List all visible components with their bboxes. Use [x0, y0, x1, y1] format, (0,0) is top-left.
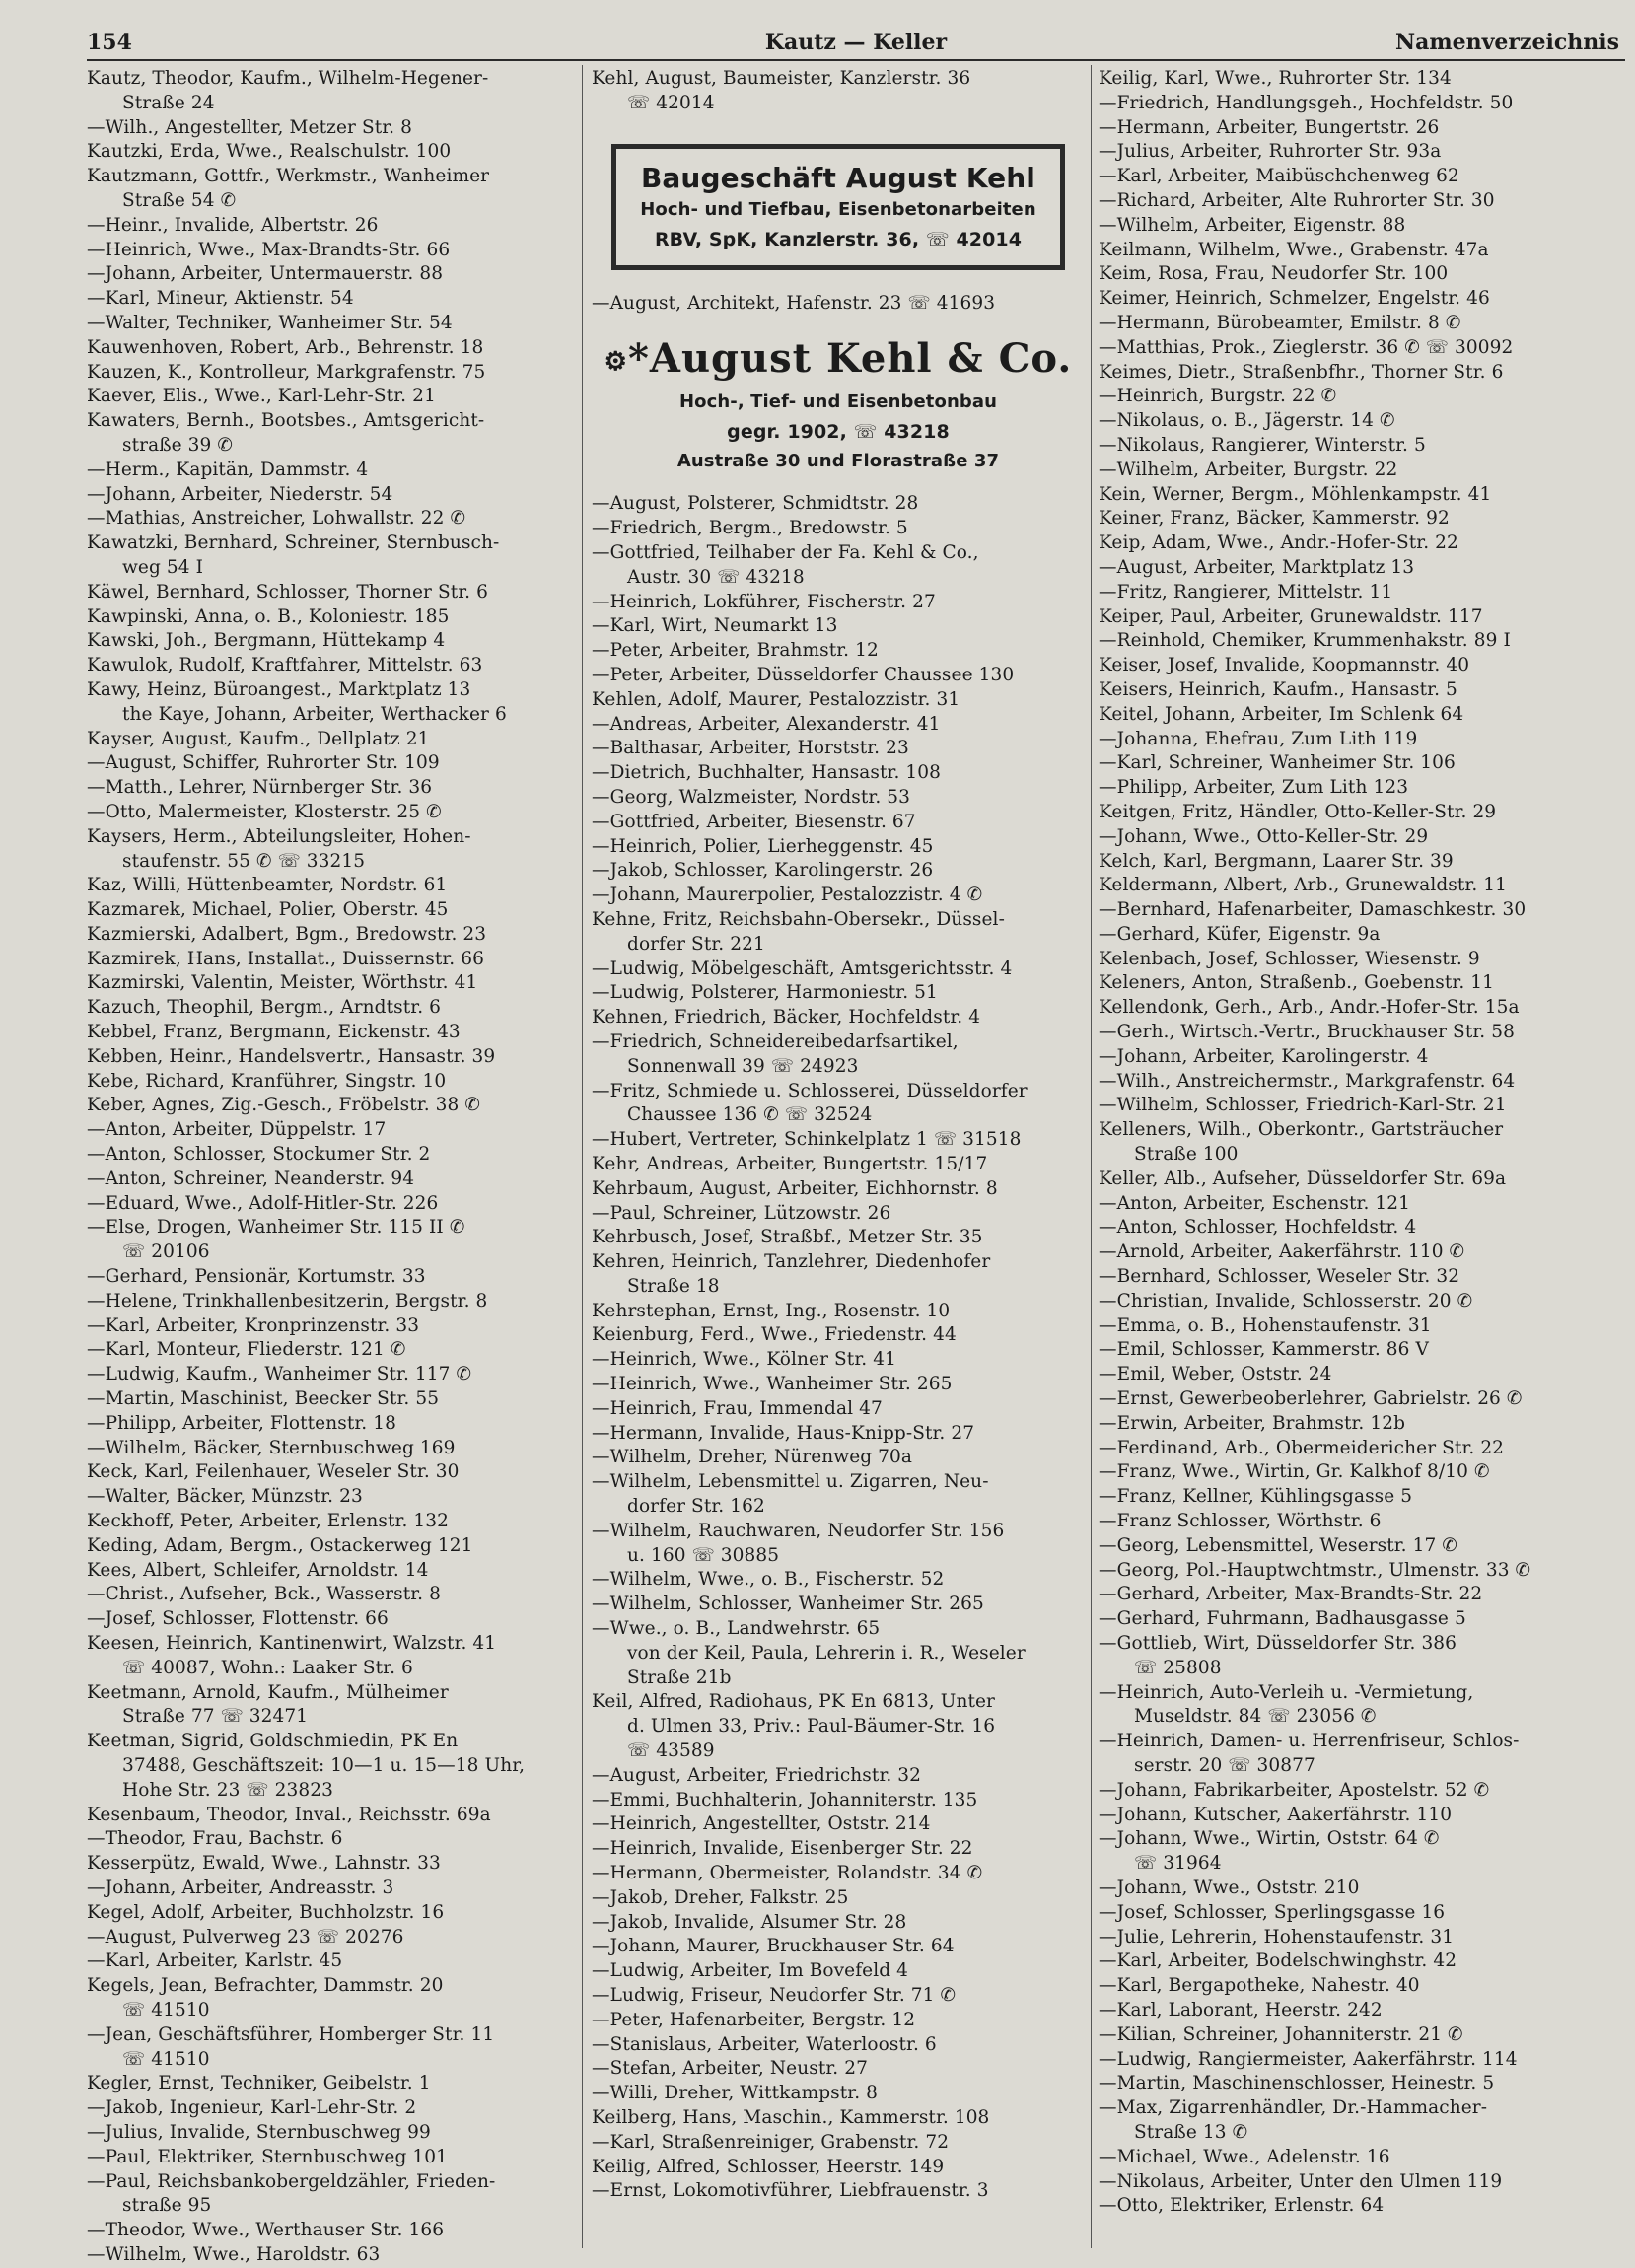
directory-entry-line: Kebbel, Franz, Bergmann, Eickenstr. 43 [87, 1022, 461, 1043]
directory-entry-line: 37488, Geschäftszeit: 10—1 u. 15—18 Uhr, [122, 1754, 526, 1776]
directory-entry-line: Kegler, Ernst, Techniker, Geibelstr. 1 [87, 2073, 431, 2094]
directory-entry-line: Kazmarek, Michael, Polier, Oberstr. 45 [87, 899, 449, 921]
directory-entry-line: —Eduard, Wwe., Adolf-Hitler-Str. 226 [87, 1192, 439, 1214]
directory-entry-line: —Julius, Arbeiter, Ruhrorter Str. 93a [1099, 141, 1442, 163]
directory-entry-line: —Erwin, Arbeiter, Brahmstr. 12b [1099, 1412, 1406, 1434]
directory-entry-line: —Mathias, Anstreicher, Lohwallstr. 22 ✆ [87, 508, 466, 530]
directory-entry-line: —Dietrich, Buchhalter, Hansastr. 108 [592, 762, 942, 784]
column-middle [592, 67, 1085, 2246]
directory-entry-line: staufenstr. 55 ✆ ☏ 33215 [122, 850, 366, 872]
directory-entry-line: —Julie, Lehrerin, Hohenstaufenstr. 31 [1099, 1926, 1455, 1948]
directory-entry-line: —Wilhelm, Wwe., o. B., Fischerstr. 52 [592, 1569, 945, 1591]
directory-entry-line: Straße 54 ✆ [122, 189, 237, 211]
directory-entry-line: von der Keil, Paula, Lehrerin i. R., Weseler [627, 1642, 1026, 1664]
directory-entry-line: —Johanna, Ehefrau, Zum Lith 119 [1099, 728, 1418, 749]
directory-entry-line: —Otto, Elektriker, Erlenstr. 64 [1099, 2195, 1385, 2217]
directory-entry-line: Hohe Str. 23 ☏ 23823 [122, 1779, 333, 1801]
directory-entry-line: —Christ., Aufseher, Bck., Wasserstr. 8 [87, 1584, 441, 1605]
directory-entry-line: —Jakob, Schlosser, Karolingerstr. 26 [592, 860, 934, 882]
directory-entry-line: Keding, Adam, Bergm., Ostackerweg 121 [87, 1534, 473, 1556]
directory-entry-line: —Michael, Wwe., Adelenstr. 16 [1099, 2146, 1390, 2167]
directory-entry-line: the Kaye, Johann, Arbeiter, Werthacker 6 [122, 703, 507, 725]
directory-entry-line: —Johann, Arbeiter, Untermauerstr. 88 [87, 263, 444, 285]
directory-entry-line: —Wilhelm, Bäcker, Sternbuschweg 169 [87, 1437, 456, 1458]
ad-line: RBV, SpK, Kanzlerstr. 36, ☏ 42014 [654, 228, 1023, 250]
directory-entry-line: serstr. 20 ☏ 30877 [1134, 1754, 1315, 1776]
directory-entry-line: —Christian, Invalide, Schlosserstr. 20 ✆ [1099, 1290, 1473, 1311]
directory-entry-line: Museldstr. 84 ☏ 23056 ✆ [1134, 1706, 1377, 1728]
directory-entry-line: —Johann, Fabrikarbeiter, Apostelstr. 52 ✆ [1099, 1779, 1490, 1801]
directory-entry-line: Straße 24 [122, 92, 215, 113]
directory-entry-line: Kaever, Elis., Wwe., Karl-Lehr-Str. 21 [87, 386, 436, 407]
directory-entry-line: —Emil, Schlosser, Kammerstr. 86 V [1099, 1339, 1429, 1361]
directory-entry-line: —Julius, Invalide, Sternbuschweg 99 [87, 2121, 431, 2143]
directory-entry-line: Keller, Alb., Aufseher, Düsseldorfer Str. 69a [1099, 1168, 1507, 1189]
directory-entry-line: ☏ 42014 [627, 92, 715, 113]
directory-entry-line: Straße 21b [627, 1666, 732, 1688]
directory-entry-line: —Richard, Arbeiter, Alte Ruhrorter Str. 30 [1099, 189, 1495, 211]
advertisement-kehl-baugeschaeft [611, 144, 1065, 270]
directory-entry-line: ☏ 40087, Wohn.: Laaker Str. 6 [122, 1657, 413, 1678]
directory-entry-line: —August, Arbeiter, Marktplatz 13 [1099, 556, 1415, 578]
directory-entry-line: —Heinrich, Wwe., Wanheimer Str. 265 [592, 1374, 953, 1395]
directory-entry-line: —Karl, Arbeiter, Bodelschwinghstr. 42 [1099, 1950, 1457, 1972]
directory-entry-line: —Ludwig, Kaufm., Wanheimer Str. 117 ✆ [87, 1364, 472, 1385]
directory-entry-line: —Karl, Mineur, Aktienstr. 54 [87, 288, 354, 310]
directory-entry-line: ☏ 20106 [122, 1241, 210, 1263]
directory-entry-line: Kayser, August, Kaufm., Dellplatz 21 [87, 728, 430, 749]
directory-entry-line: Kauzen, K., Kontrolleur, Markgrafenstr. 75 [87, 361, 486, 383]
directory-entry-line: —Philipp, Arbeiter, Zum Lith 123 [1099, 777, 1409, 799]
page-range-title: Kautz — Keller [764, 30, 948, 55]
directory-entry-line: —Paul, Schreiner, Lützowstr. 26 [592, 1202, 891, 1224]
directory-entry-line: ☏ 41510 [122, 2048, 210, 2070]
directory-entry-line: —Heinrich, Frau, Immendal 47 [592, 1397, 883, 1419]
directory-entry-line: —Hermann, Invalide, Haus-Knipp-Str. 27 [592, 1422, 975, 1444]
directory-entry-line: Chaussee 136 ✆ ☏ 32524 [627, 1104, 873, 1126]
directory-entry-line: —Wilhelm, Lebensmittel u. Zigarren, Neu- [592, 1471, 989, 1493]
directory-entry-line: —Fritz, Schmiede u. Schlosserei, Düsseldorfer [592, 1080, 1028, 1101]
directory-entry-line: Kehrbusch, Josef, Straßbf., Metzer Str. 35 [592, 1227, 983, 1248]
directory-entry-line: —Heinrich, Wwe., Max-Brandts-Str. 66 [87, 239, 451, 260]
directory-entry-line: —Bernhard, Hafenarbeiter, Damaschkestr. 30 [1099, 899, 1527, 921]
page-number: 154 [87, 30, 132, 55]
directory-entry-line: —Walter, Techniker, Wanheimer Str. 54 [87, 312, 453, 333]
directory-entry-line: Keip, Adam, Wwe., Andr.-Hofer-Str. 22 [1099, 532, 1458, 554]
directory-entry-line: Kawski, Joh., Bergmann, Hüttekamp 4 [87, 630, 446, 652]
directory-entry-line: —Nikolaus, o. B., Jägerstr. 14 ✆ [1099, 410, 1395, 432]
directory-entry-line: —Georg, Walzmeister, Nordstr. 53 [592, 786, 911, 808]
directory-entry-line: ☏ 41510 [122, 1999, 210, 2020]
directory-entry-line: ☏ 43589 [627, 1740, 715, 1762]
directory-entry-line: Kazmirski, Valentin, Meister, Wörthstr. 41 [87, 972, 478, 994]
directory-entry-line: Kaysers, Herm., Abteilungsleiter, Hohen- [87, 825, 471, 847]
directory-entry-line: Austr. 30 ☏ 43218 [627, 566, 805, 588]
directory-entry-line: Straße 100 [1134, 1144, 1239, 1166]
directory-entry-line: Keckhoff, Peter, Arbeiter, Erlenstr. 132 [87, 1511, 450, 1532]
directory-entry-line: —Ferdinand, Arb., Obermeidericher Str. 22 [1099, 1437, 1505, 1458]
directory-entry-line: —Andreas, Arbeiter, Alexanderstr. 41 [592, 713, 941, 735]
directory-entry-line: Kebben, Heinr., Handelsvertr., Hansastr. 39 [87, 1045, 496, 1067]
directory-entry-line: —Friedrich, Schneidereibedarfsartikel, [592, 1030, 959, 1052]
directory-entry-line: —Hermann, Bürobeamter, Emilstr. 8 ✆ [1099, 312, 1461, 333]
directory-entry-line: Keetman, Sigrid, Goldschmiedin, PK En [87, 1731, 459, 1752]
directory-entry-line: —Otto, Malermeister, Klosterstr. 25 ✆ [87, 801, 442, 822]
directory-entry-line: —Balthasar, Arbeiter, Horststr. 23 [592, 738, 909, 759]
directory-entry-line: —Karl, Bergapotheke, Nahestr. 40 [1099, 1975, 1420, 1997]
directory-entry-line: Kehlen, Adolf, Maurer, Pestalozzistr. 31 [592, 688, 960, 710]
directory-entry-line: —Kilian, Schreiner, Johanniterstr. 21 ✆ [1099, 2023, 1463, 2045]
directory-entry-line: —Heinrich, Damen- u. Herrenfriseur, Schlos- [1099, 1731, 1520, 1752]
directory-entry-line: Keilberg, Hans, Maschin., Kammerstr. 108 [592, 2106, 990, 2128]
directory-entry-line: —Wilhelm, Arbeiter, Eigenstr. 88 [1099, 214, 1406, 236]
directory-entry-line: —Wilhelm, Arbeiter, Burgstr. 22 [1099, 459, 1398, 480]
directory-entry-line: d. Ulmen 33, Priv.: Paul-Bäumer-Str. 16 [627, 1716, 996, 1737]
directory-entry-line: Keil, Alfred, Radiohaus, PK En 6813, Unter [592, 1691, 996, 1713]
directory-entry-line: —Ludwig, Arbeiter, Im Bovefeld 4 [592, 1960, 909, 1982]
column-right [1099, 67, 1621, 2246]
directory-entry-line: —Karl, Schreiner, Wanheimer Str. 106 [1099, 752, 1456, 774]
directory-entry-line: Käwel, Bernhard, Schlosser, Thorner Str. 6 [87, 581, 488, 602]
ad-line: gegr. 1902, ☏ 43218 [727, 421, 950, 444]
directory-entry-line: straße 95 [122, 2195, 212, 2217]
directory-entry-line: —Wwe., o. B., Landwehrstr. 65 [592, 1618, 881, 1640]
directory-entry-line: —Johann, Arbeiter, Karolingerstr. 4 [1099, 1045, 1429, 1067]
directory-entry-line: —Fritz, Rangierer, Mittelstr. 11 [1099, 581, 1393, 602]
directory-entry-line: —Peter, Arbeiter, Düsseldorfer Chaussee 130 [592, 664, 1015, 685]
directory-entry-line: —Johann, Maurerpolier, Pestalozzistr. 4 ✆ [592, 885, 983, 906]
directory-entry-line: —Heinr., Invalide, Albertstr. 26 [87, 214, 379, 236]
directory-entry-line: —Heinrich, Invalide, Eisenberger Str. 22 [592, 1838, 973, 1860]
directory-entry-line: Kelenbach, Josef, Schlosser, Wiesenstr. 9 [1099, 948, 1480, 969]
ad-line: Hoch- und Tiefbau, Eisenbetonarbeiten [640, 198, 1036, 220]
directory-entry-line: Keck, Karl, Feilenhauer, Weseler Str. 30 [87, 1461, 460, 1483]
directory-entry-line: Keiper, Paul, Arbeiter, Grunewaldstr. 117 [1099, 605, 1483, 627]
directory-entry-line: Keesen, Heinrich, Kantinenwirt, Walzstr. 41 [87, 1633, 497, 1654]
directory-entry-line: —Jakob, Dreher, Falkstr. 25 [592, 1886, 849, 1908]
directory-entry-line: Kehrbaum, August, Arbeiter, Eichhornstr. 8 [592, 1177, 998, 1199]
directory-entry-line: Kehnen, Friedrich, Bäcker, Hochfeldstr. 4 [592, 1007, 981, 1028]
directory-entry-line: —Max, Zigarrenhändler, Dr.-Hammacher- [1099, 2097, 1488, 2119]
directory-entry-line: —Ludwig, Friseur, Neudorfer Str. 71 ✆ [592, 1985, 957, 2006]
directory-entry-line: —Anton, Schlosser, Stockumer Str. 2 [87, 1144, 431, 1166]
directory-entry-line: —Peter, Arbeiter, Brahmstr. 12 [592, 640, 879, 662]
directory-entry-line: —Wilhelm, Schlosser, Wanheimer Str. 265 [592, 1594, 984, 1615]
directory-entry-line: weg 54 I [122, 556, 204, 578]
directory-entry-line: —Matthias, Prok., Zieglerstr. 36 ✆ ☏ 30092 [1099, 336, 1514, 358]
directory-entry-line: —Hubert, Vertreter, Schinkelplatz 1 ☏ 31518 [592, 1129, 1022, 1151]
directory-entry-line: —Heinrich, Auto-Verleih u. -Vermietung, [1099, 1681, 1474, 1703]
directory-entry-line: —Philipp, Arbeiter, Flottenstr. 18 [87, 1412, 396, 1434]
directory-entry-line: Keiser, Josef, Invalide, Koopmannstr. 40 [1099, 655, 1470, 676]
directory-entry-line: Kelleners, Wilh., Oberkontr., Gartsträucher [1099, 1119, 1504, 1141]
directory-entry-line: —Stanislaus, Arbeiter, Waterloostr. 6 [592, 2033, 937, 2055]
directory-entry-line: —Wilhelm, Rauchwaren, Neudorfer Str. 156 [592, 1520, 1005, 1541]
directory-entry-line: —Josef, Schlosser, Sperlingsgasse 16 [1099, 1901, 1446, 1923]
directory-entry-line: —Willi, Dreher, Wittkampstr. 8 [592, 2083, 879, 2104]
directory-entry-line: —Gerhard, Fuhrmann, Badhausgasse 5 [1099, 1608, 1466, 1630]
directory-entry-line: Kehne, Fritz, Reichsbahn-Obersekr., Düssel- [592, 908, 1005, 930]
directory-entry-line: Keim, Rosa, Frau, Neudorfer Str. 100 [1099, 263, 1449, 285]
directory-entry-line: Kaz, Willi, Hüttenbeamter, Nordstr. 61 [87, 875, 448, 896]
directory-entry-line: Kautzmann, Gottfr., Werkmstr., Wanheimer [87, 166, 490, 187]
directory-entry-line: —Johann, Wwe., Wirtin, Oststr. 64 ✆ [1099, 1828, 1440, 1850]
column-left [87, 67, 585, 2265]
directory-entry-line: Keisers, Heinrich, Kaufm., Hansastr. 5 [1099, 678, 1457, 700]
directory-entry-line: —Walter, Bäcker, Münzstr. 23 [87, 1486, 363, 1508]
directory-entry-line: —Wilhelm, Wwe., Haroldstr. 63 [87, 2243, 381, 2265]
directory-entry-line: Keitel, Johann, Arbeiter, Im Schlenk 64 [1099, 703, 1464, 725]
directory-entry-line: —Gerhard, Arbeiter, Max-Brandts-Str. 22 [1099, 1584, 1483, 1605]
directory-entry-line: —Franz Schlosser, Wörthstr. 6 [1099, 1511, 1382, 1532]
directory-entry-line: Keiner, Franz, Bäcker, Kammerstr. 92 [1099, 508, 1450, 530]
directory-entry-line: —August, Pulverweg 23 ☏ 20276 [87, 1926, 404, 1948]
directory-entry-line: Kautz, Theodor, Kaufm., Wilhelm-Hegener- [87, 68, 489, 89]
directory-entry-line: —Franz, Wwe., Wirtin, Gr. Kalkhof 8/10 ✆ [1099, 1461, 1490, 1483]
directory-entry-line: —Karl, Straßenreiniger, Grabenstr. 72 [592, 2131, 950, 2153]
directory-entry-line: Kehrstephan, Ernst, Ing., Rosenstr. 10 [592, 1300, 951, 1321]
directory-entry-line: straße 39 ✆ [122, 434, 234, 456]
directory-entry-line: Keimes, Dietr., Straßenbfhr., Thorner Str. 6 [1099, 361, 1504, 383]
directory-entry-line: Kehr, Andreas, Arbeiter, Bungertstr. 15/17 [592, 1153, 988, 1174]
directory-entry-line: Kelch, Karl, Bergmann, Laarer Str. 39 [1099, 850, 1454, 872]
directory-entry-line: —Karl, Laborant, Heerstr. 242 [1099, 1999, 1383, 2020]
directory-entry-line: —Wilhelm, Schlosser, Friedrich-Karl-Str. 21 [1099, 1095, 1507, 1116]
directory-entry-line: Keienburg, Ferd., Wwe., Friedenstr. 44 [592, 1324, 957, 1346]
directory-entry-line: —Bernhard, Schlosser, Weseler Str. 32 [1099, 1266, 1460, 1288]
directory-entry-line: Straße 18 [627, 1275, 720, 1297]
directory-entry-line: Kebe, Richard, Kranführer, Singstr. 10 [87, 1070, 447, 1092]
directory-entry-line: —Gottfried, Teilhaber der Fa. Kehl & Co., [592, 541, 979, 563]
directory-entry-line: —August, Schiffer, Ruhrorter Str. 109 [87, 752, 440, 774]
directory-entry-line: —Anton, Schlosser, Hochfeldstr. 4 [1099, 1217, 1417, 1239]
directory-entry-line: —Theodor, Wwe., Werthauser Str. 166 [87, 2220, 445, 2241]
directory-entry-line: —Reinhold, Chemiker, Krummenhakstr. 89 I [1099, 630, 1511, 652]
directory-entry-line: —Ludwig, Möbelgeschäft, Amtsgerichtsstr. 4 [592, 957, 1013, 979]
directory-entry-line: —Stefan, Arbeiter, Neustr. 27 [592, 2058, 868, 2080]
directory-entry-line: Kazmierski, Adalbert, Bgm., Bredowstr. 23 [87, 923, 487, 945]
directory-entry-line: ☏ 25808 [1134, 1657, 1222, 1678]
ad-title: *August Kehl & Co. [627, 335, 1073, 383]
directory-entry-line: —Karl, Monteur, Fliederstr. 121 ✆ [87, 1339, 406, 1361]
directory-entry-line: —August, Polsterer, Schmidtstr. 28 [592, 493, 919, 515]
ad-title: Baugeschäft August Kehl [640, 161, 1035, 194]
directory-entry-line: Keetmann, Arnold, Kaufm., Mülheimer [87, 1681, 449, 1703]
directory-entry-line: —Ernst, Gewerbeoberlehrer, Gabrielstr. 26 ✆ [1099, 1388, 1523, 1410]
directory-entry-line: —Anton, Schreiner, Neanderstr. 94 [87, 1168, 415, 1189]
directory-entry-line: Straße 77 ☏ 32471 [122, 1706, 309, 1728]
page-header [87, 26, 1625, 61]
column-divider [1091, 65, 1092, 2248]
directory-entry-line: —Georg, Lebensmittel, Weserstr. 17 ✆ [1099, 1534, 1457, 1556]
directory-entry-line: —Arnold, Arbeiter, Aakerfährstr. 110 ✆ [1099, 1241, 1465, 1263]
directory-entry-line: —Friedrich, Bergm., Bredowstr. 5 [592, 518, 908, 539]
directory-entry-line: —Helene, Trinkhallenbesitzerin, Bergstr. 8 [87, 1290, 488, 1311]
directory-entry-line: —Georg, Pol.-Hauptwchtmstr., Ulmenstr. 33 ✆ [1099, 1559, 1531, 1581]
ad-line: Hoch-, Tief- und Eisenbetonbau [678, 391, 998, 413]
directory-entry-line: —Gerhard, Küfer, Eigenstr. 9a [1099, 923, 1381, 945]
directory-entry-line: —Johann, Arbeiter, Niederstr. 54 [87, 483, 393, 505]
directory-entry-line: —Gottfried, Arbeiter, Biesenstr. 67 [592, 811, 916, 832]
directory-entry-line: —Karl, Arbeiter, Maibüschchenweg 62 [1099, 166, 1459, 187]
directory-entry-line: —Ludwig, Rangiermeister, Aakerfährstr. 114 [1099, 2048, 1518, 2070]
directory-entry-line: —Karl, Arbeiter, Kronprinzenstr. 33 [87, 1314, 420, 1336]
directory-entry-line: —Nikolaus, Rangierer, Winterstr. 5 [1099, 434, 1426, 456]
directory-entry-line: Kawy, Heinz, Büroangest., Marktplatz 13 [87, 678, 471, 700]
directory-entry-line: Kawaters, Bernh., Bootsbes., Amtsgericht- [87, 410, 485, 432]
column-middle-bottom [592, 492, 1085, 2204]
directory-entry-line: —Karl, Arbeiter, Karlstr. 45 [87, 1950, 343, 1972]
directory-entry-line: Sonnenwall 39 ☏ 24923 [627, 1055, 859, 1077]
directory-entry-line: Keldermann, Albert, Arb., Grunewaldstr. 11 [1099, 875, 1508, 896]
directory-entry-line: —Jakob, Ingenieur, Karl-Lehr-Str. 2 [87, 2097, 417, 2119]
directory-entry-line: —Wilhelm, Dreher, Nürenweg 70a [592, 1447, 913, 1468]
directory-entry-line: —August, Arbeiter, Friedrichstr. 32 [592, 1764, 922, 1786]
directory-entry-line: —Hermann, Obermeister, Rolandstr. 34 ✆ [592, 1863, 983, 1884]
directory-entry-line: Kesenbaum, Theodor, Inval., Reichsstr. 69a [87, 1804, 491, 1825]
directory-entry-line: —Paul, Elektriker, Sternbuschweg 101 [87, 2146, 449, 2167]
section-title: Namenverzeichnis [1395, 30, 1619, 55]
directory-entry-line: Kazmirek, Hans, Installat., Duissernstr. 66 [87, 948, 484, 969]
directory-entry-line: dorfer Str. 162 [627, 1496, 765, 1518]
directory-entry-line: Kautzki, Erda, Wwe., Realschulstr. 100 [87, 141, 452, 163]
directory-entry-line: —Heinrich, Polier, Lierheggenstr. 45 [592, 835, 934, 857]
directory-entry-line: —Wilh., Anstreichermstr., Markgrafenstr. 64 [1099, 1070, 1516, 1092]
directory-entry-line: —Herm., Kapitän, Dammstr. 4 [87, 459, 369, 480]
directory-entry-line: —Friedrich, Handlungsgeh., Hochfeldstr. 50 [1099, 92, 1514, 113]
directory-entry-line: —Matth., Lehrer, Nürnberger Str. 36 [87, 777, 433, 799]
directory-entry-line: —Johann, Arbeiter, Andreasstr. 3 [87, 1877, 394, 1898]
directory-entry-line: —Franz, Kellner, Kühlingsgasse 5 [1099, 1486, 1413, 1508]
directory-entry-line: —Peter, Hafenarbeiter, Bergstr. 12 [592, 2009, 916, 2030]
directory-entry-line: —Johann, Wwe., Otto-Keller-Str. 29 [1099, 825, 1429, 847]
directory-entry-line: —Ludwig, Polsterer, Harmoniestr. 51 [592, 982, 938, 1004]
directory-entry-line: Kees, Albert, Schleifer, Arnoldstr. 14 [87, 1559, 429, 1581]
directory-entry-line: —Anton, Arbeiter, Düppelstr. 17 [87, 1119, 387, 1141]
gear-logo-icon: ⚙ [604, 347, 628, 378]
directory-entry-line: Kehren, Heinrich, Tanzlehrer, Diedenhofer [592, 1251, 991, 1273]
directory-entry-line: Keilig, Alfred, Schlosser, Heerstr. 149 [592, 2156, 945, 2177]
directory-entry-line: —Wilh., Angestellter, Metzer Str. 8 [87, 116, 413, 138]
directory-entry-line: —Hermann, Arbeiter, Bungertstr. 26 [1099, 116, 1440, 138]
directory-entry-line: —Gottlieb, Wirt, Düsseldorfer Str. 386 [1099, 1633, 1457, 1654]
directory-entry-line: Kauwenhoven, Robert, Arb., Behrenstr. 18 [87, 336, 484, 358]
directory-entry-line: —Theodor, Frau, Bachstr. 6 [87, 1828, 343, 1850]
directory-entry-line: ☏ 31964 [1134, 1853, 1222, 1875]
directory-entry-line: —Heinrich, Lokführer, Fischerstr. 27 [592, 591, 936, 612]
column-middle-top [592, 67, 1085, 116]
directory-entry-line: —Heinrich, Wwe., Kölner Str. 41 [592, 1349, 896, 1371]
directory-entry-line: —Karl, Wirt, Neumarkt 13 [592, 615, 838, 637]
directory-entry-line: —Jean, Geschäftsführer, Homberger Str. 11 [87, 2023, 495, 2045]
directory-entry-line: —Jakob, Invalide, Alsumer Str. 28 [592, 1911, 907, 1933]
directory-entry-line: Keleners, Anton, Straßenb., Goebenstr. 11 [1099, 972, 1495, 994]
directory-entry-line: —Emmi, Buchhalterin, Johanniterstr. 135 [592, 1789, 978, 1810]
ad-line: Austraße 30 und Florastraße 37 [676, 451, 1000, 472]
directory-entry-line: Keilig, Karl, Wwe., Ruhrorter Str. 134 [1099, 68, 1452, 89]
directory-entry-line: —Paul, Reichsbankobergeldzähler, Frieden- [87, 2170, 496, 2192]
directory-entry-line: Kawulok, Rudolf, Kraftfahrer, Mittelstr. 63 [87, 655, 483, 676]
directory-entry-line: —Ernst, Lokomotivführer, Liebfrauenstr. 3 [592, 2180, 989, 2202]
directory-entry-line: —Martin, Maschinist, Beecker Str. 55 [87, 1388, 440, 1410]
directory-entry-line: Kegel, Adolf, Arbeiter, Buchholzstr. 16 [87, 1901, 445, 1923]
directory-entry-line: Kegels, Jean, Befrachter, Dammstr. 20 [87, 1975, 444, 1997]
directory-entry-line: —Nikolaus, Arbeiter, Unter den Ulmen 119 [1099, 2170, 1503, 2192]
directory-entry-line: —Emil, Weber, Oststr. 24 [1099, 1364, 1332, 1385]
directory-entry-line: Kehl, August, Baumeister, Kanzlerstr. 36 [592, 68, 971, 89]
directory-entry-line: —August, Architekt, Hafenstr. 23 ☏ 41693 [592, 292, 996, 314]
directory-entry-line: —Johann, Kutscher, Aakerfährstr. 110 [1099, 1804, 1453, 1825]
column-middle-mid [592, 292, 1085, 317]
directory-entry-line: —Heinrich, Burgstr. 22 ✆ [1099, 386, 1337, 407]
directory-entry-line: Kein, Werner, Bergm., Möhlenkampstr. 41 [1099, 483, 1492, 505]
directory-entry-line: —Gerh., Wirtsch.-Vertr., Bruckhauser Str. 58 [1099, 1022, 1515, 1043]
directory-entry-line: Kawpinski, Anna, o. B., Koloniestr. 185 [87, 605, 450, 627]
advertisement-kehl-co [592, 333, 1085, 476]
directory-entry-line: —Anton, Arbeiter, Eschenstr. 121 [1099, 1192, 1411, 1214]
directory-entry-line: Kesserpütz, Ewald, Wwe., Lahnstr. 33 [87, 1853, 441, 1875]
directory-entry-line: —Martin, Maschinenschlosser, Heinestr. 5 [1099, 2073, 1495, 2094]
directory-entry-line: —Emma, o. B., Hohenstaufenstr. 31 [1099, 1314, 1432, 1336]
directory-entry-line: Keimer, Heinrich, Schmelzer, Engelstr. 46 [1099, 288, 1490, 310]
directory-entry-line: Keitgen, Fritz, Händler, Otto-Keller-Str. 29 [1099, 801, 1497, 822]
directory-entry-line: Keber, Agnes, Zig.-Gesch., Fröbelstr. 38 ✆ [87, 1095, 480, 1116]
directory-entry-line: —Johann, Maurer, Bruckhauser Str. 64 [592, 1936, 955, 1957]
directory-entry-line: —Johann, Wwe., Oststr. 210 [1099, 1877, 1360, 1898]
directory-entry-line: Kazuch, Theophil, Bergm., Arndtstr. 6 [87, 997, 442, 1019]
directory-entry-line: Kellendonk, Gerh., Arb., Andr.-Hofer-Str. 15a [1099, 997, 1520, 1019]
directory-entry-line: —Josef, Schlosser, Flottenstr. 66 [87, 1608, 389, 1630]
directory-entry-line: —Else, Drogen, Wanheimer Str. 115 II ✆ [87, 1217, 465, 1239]
directory-entry-line: Straße 13 ✆ [1134, 2121, 1248, 2143]
directory-entry-line: Keilmann, Wilhelm, Wwe., Grabenstr. 47a [1099, 239, 1489, 260]
directory-entry-line: dorfer Str. 221 [627, 933, 765, 955]
directory-entry-line: u. 160 ☏ 30885 [627, 1544, 780, 1566]
directory-entry-line: —Heinrich, Angestellter, Oststr. 214 [592, 1813, 931, 1835]
directory-entry-line: Kawatzki, Bernhard, Schreiner, Sternbusch- [87, 532, 500, 554]
directory-entry-line: —Gerhard, Pensionär, Kortumstr. 33 [87, 1266, 426, 1288]
